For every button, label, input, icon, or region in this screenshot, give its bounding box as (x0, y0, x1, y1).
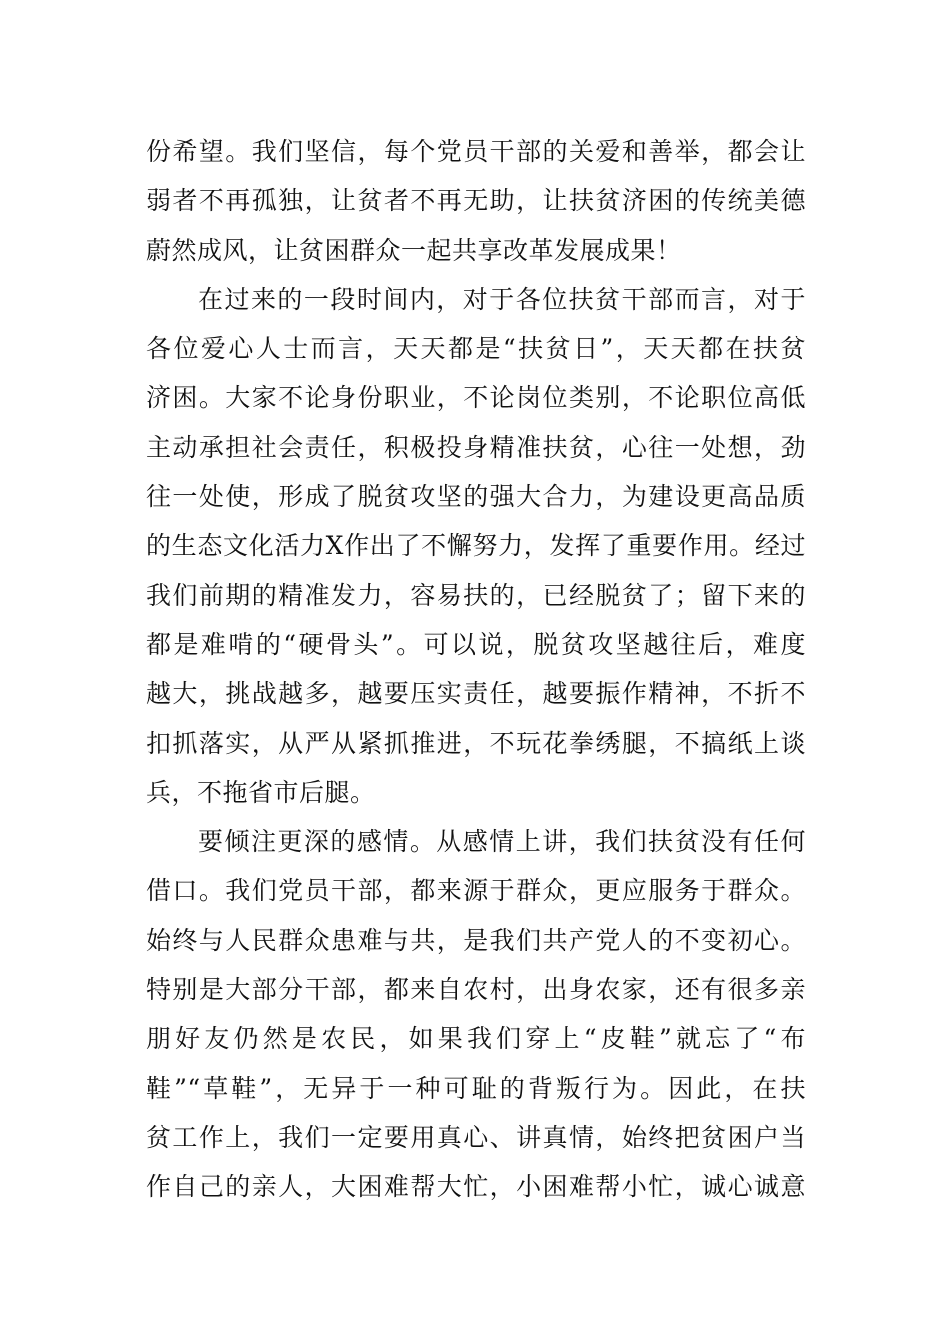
text-line: 各位爱心人士而言，天天都是“扶贫日”，天天都在扶贫 (146, 334, 806, 364)
text-line: 都是难啃的“硬骨头”。可以说，脱贫攻坚越往后，难度 (146, 629, 806, 659)
text-line: 始终与人民群众患难与共，是我们共产党人的不变初心。 (146, 925, 806, 955)
text-line: 要倾注更深的感情。从感情上讲，我们扶贫没有任何 (198, 827, 806, 857)
document-body (146, 127, 806, 1212)
text-line: 份希望。我们坚信，每个党员干部的关爱和善举，都会让 (146, 137, 806, 166)
text-line: 往一处使，形成了脱贫攻坚的强大合力，为建设更高品质 (146, 482, 806, 512)
text-line: 特别是大部分干部，都来自农村，出身农家，还有很多亲 (146, 975, 806, 1005)
text-line: 在过来的一段时间内，对于各位扶贫干部而言，对于 (198, 284, 806, 314)
text-line: 主动承担社会责任，积极投身精准扶贫，心往一处想，劲 (146, 432, 806, 462)
text-line: 作自己的亲人，大困难帮大忙，小困难帮小忙，诚心诚意 (146, 1172, 806, 1202)
text-line: 贫工作上，我们一定要用真心、讲真情，始终把贫困户当 (146, 1122, 806, 1152)
text-line: 借口。我们党员干部，都来源于群众，更应服务于群众。 (146, 876, 806, 906)
text-line: 朋好友仍然是农民，如果我们穿上“皮鞋”就忘了“布 (146, 1024, 806, 1054)
text-line: 我们前期的精准发力，容易扶的，已经脱贫了；留下来的 (146, 580, 806, 610)
text-line: 兵，不拖省市后腿。 (146, 777, 376, 807)
text-line: 蔚然成风，让贫困群众一起共享改革发展成果！ (146, 235, 682, 265)
text-line: 越大，挑战越多，越要压实责任，越要振作精神，不折不 (146, 679, 806, 709)
text-line: 扣抓落实，从严从紧抓推进，不玩花拳绣腿，不搞纸上谈 (146, 728, 806, 758)
text-line: 的生态文化活力X作出了不懈努力，发挥了重要作用。经过 (146, 531, 806, 561)
text-line: 济困。大家不论身份职业，不论岗位类别，不论职位高低 (146, 383, 806, 413)
text-line: 鞋”“草鞋”，无异于一种可耻的背叛行为。因此，在扶 (146, 1073, 806, 1103)
text-line: 弱者不再孤独，让贫者不再无助，让扶贫济困的传统美德 (146, 186, 806, 216)
